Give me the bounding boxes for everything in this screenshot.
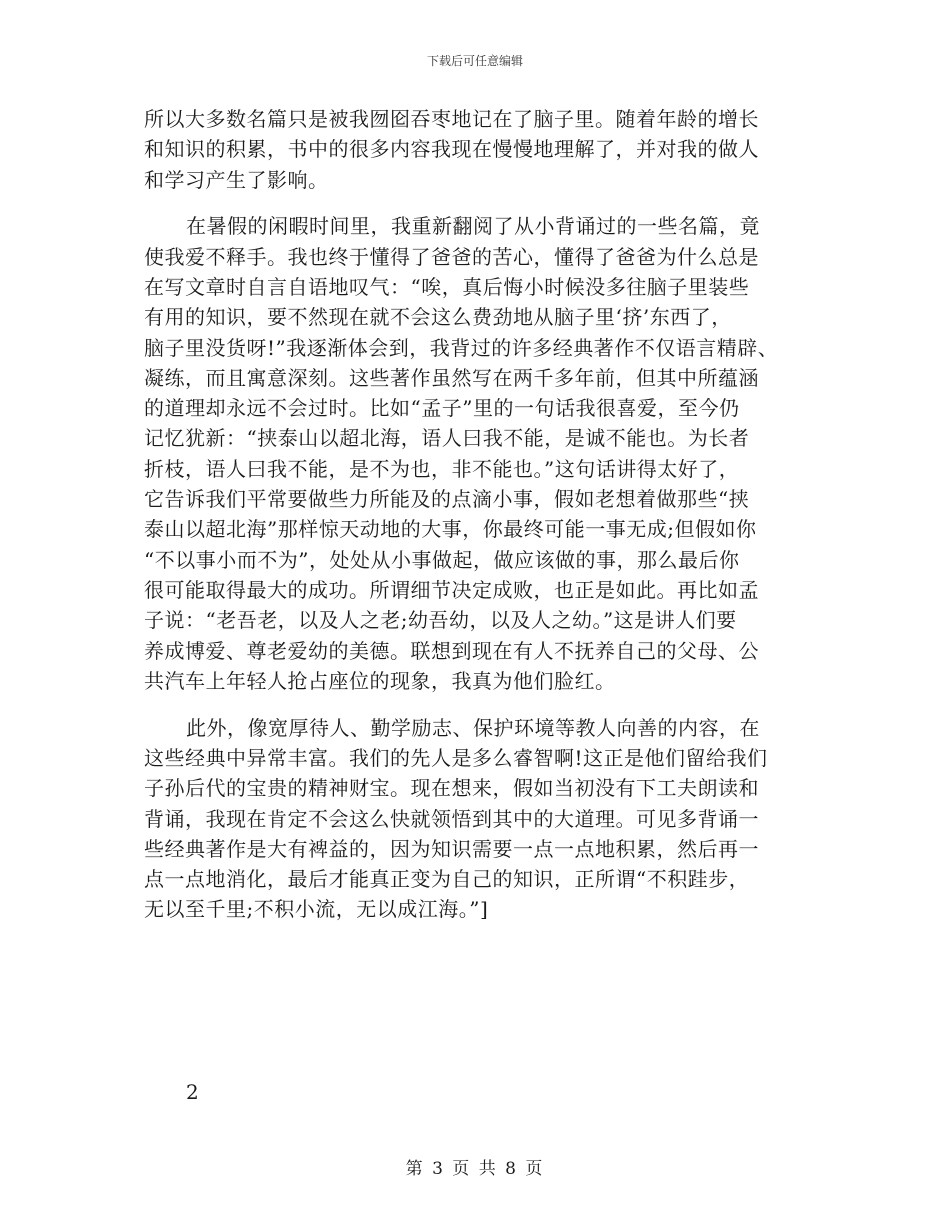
text-line: 很可能取得最大的成功。所谓细节决定成败，也正是如此。再比如孟 (144, 577, 759, 602)
text-line: 背诵，我现在肯定不会这么快就领悟到其中的大道理。可见多背诵一 (144, 806, 759, 831)
text-line: 脑子里没货呀!”我逐渐体会到，我背过的许多经典著作不仅语言精辟、 (144, 335, 779, 360)
text-line: 凝练，而且寓意深刻。这些著作虽然写在两千多年前，但其中所蕴涵 (144, 365, 759, 390)
text-line: 养成博爱、尊老爱幼的美德。联想到现在有人不抚养自己的父母、公 (144, 638, 759, 663)
text-line: 泰山以超北海”那样惊天动地的大事，你最终可能一事无成;但假如你 (144, 517, 757, 542)
text-line: 它告诉我们平常要做些力所能及的点滴小事，假如老想着做那些“挟 (144, 487, 750, 512)
page-footer: 第 3 页 共 8 页 (405, 1159, 545, 1179)
page-header: 下载后可任意编辑 (426, 54, 523, 68)
text-line: 子说：“老吾老，以及人之老;幼吾幼，以及人之幼。”这是讲人们要 (144, 608, 737, 633)
text-line: 在暑假的闲暇时间里，我重新翻阅了从小背诵过的一些名篇，竟 (186, 214, 760, 239)
text-line: 所以大多数名篇只是被我囫囵吞枣地记在了脑子里。随着年龄的增长 (144, 107, 759, 131)
text-line: 有用的知识，要不然现在就不会这么费劲地从脑子里‘挤’东西了， (144, 305, 732, 330)
text-line: 点一点地消化，最后才能真正变为自己的知识，正所谓“不积跬步， (144, 867, 750, 892)
text-line: 和知识的积累，书中的很多内容我现在慢慢地理解了，并对我的做人 (144, 137, 759, 162)
text-line: 折枝，语人曰我不能，是不为也，非不能也。”这句话讲得太好了， (144, 456, 740, 481)
paragraph-3 (144, 713, 844, 925)
text-line: 无以至千里;不积小流，无以成江海。”] (144, 897, 489, 922)
text-line: 使我爱不释手。我也终于懂得了爸爸的苦心，懂得了爸爸为什么总是 (144, 244, 759, 269)
text-line: 的道理却永远不会过时。比如“孟子”里的一句话我很喜爱，至今仍 (144, 396, 740, 421)
paragraph-1 (144, 104, 844, 195)
text-line: 记忆犹新：“挟泰山以超北海，语人曰我不能，是诚不能也。为长者 (144, 426, 750, 451)
paragraph-2 (144, 211, 844, 696)
text-line: 些经典著作是大有裨益的，因为知识需要一点一点地积累，然后再一 (144, 836, 759, 861)
text-line: 这些经典中异常丰富。我们的先人是多么睿智啊!这正是他们留给我们 (144, 745, 768, 770)
text-line: 此外，像宽厚待人、勤学励志、保护环境等教人向善的内容，在 (186, 715, 760, 740)
text-line: 共汽车上年轻人抢占座位的现象，我真为他们脸红。 (144, 668, 616, 693)
text-line: 在写文章时自言自语地叹气：“唉，真后悔小时候没多往脑子里装些 (144, 274, 750, 299)
text-line: 和学习产生了影响。 (144, 167, 329, 192)
text-line: “不以事小而不为”，处处从小事做起，做应该做的事，那么最后你 (144, 547, 740, 572)
inline-page-number: 2 (186, 1080, 199, 1104)
text-line: 子孙后代的宝贵的精神财宝。现在想来，假如当初没有下工夫朗读和 (144, 776, 759, 801)
document-body (144, 104, 844, 925)
